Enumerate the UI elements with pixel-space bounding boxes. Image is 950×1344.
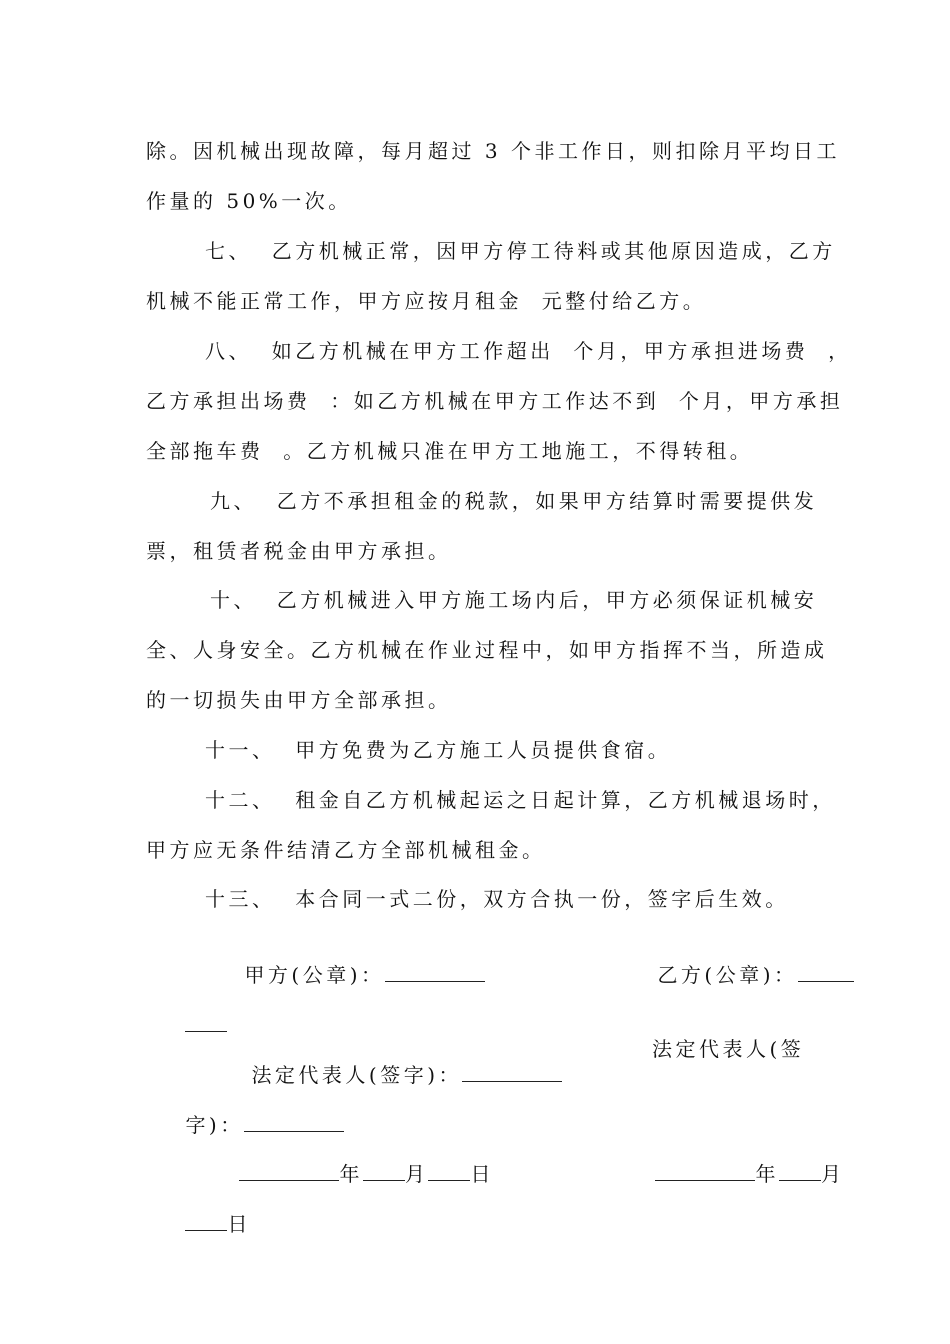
rep-a-blank <box>462 1063 562 1082</box>
rep-b-blank <box>244 1113 344 1132</box>
clause-12-line-1: 十二、 租金自乙方机械起运之日起计算，乙方机械退场时， <box>205 788 836 812</box>
clause-10-line-1: 十、 乙方机械进入甲方施工场内后，甲方必须保证机械安 <box>210 588 818 612</box>
date-a-month-label: 月 <box>404 1162 429 1186</box>
date-b-year-label: 年 <box>755 1162 779 1186</box>
party-a-seal-label: 甲方(公章)： <box>244 963 385 987</box>
clause-10-line-3: 的一切损失由甲方全部承担。 <box>146 688 452 712</box>
clause-9-line-1: 九、 乙方不承担租金的税款，如果甲方结算时需要提供发 <box>210 489 818 513</box>
date-b <box>616 1135 844 1213</box>
rep-b-label-cont: 字)： <box>185 1113 244 1137</box>
date-b-month-blank <box>779 1162 821 1181</box>
date-a-year-label: 年 <box>339 1162 363 1186</box>
party-a-seal-blank <box>385 963 485 982</box>
clause-13-line-1: 十三、 本合同一式二份，双方合执一份，签字后生效。 <box>205 887 789 911</box>
date-b-month-label: 月 <box>820 1162 845 1186</box>
date-a-day-blank <box>428 1162 470 1181</box>
date-b-year-blank <box>655 1162 755 1181</box>
clause-12-line-2: 甲方应无条件结清乙方全部机械租金。 <box>146 838 546 862</box>
rep-b-line-1: 法定代表人(签 <box>652 1037 805 1061</box>
date-b-day-blank <box>185 1212 227 1231</box>
clause-7-line-2: 机械不能正常工作，甲方应按月租金 元整付给乙方。 <box>146 289 707 313</box>
clause-10-line-2: 全、人身安全。乙方机械在作业过程中，如甲方指挥不当，所造成 <box>146 638 828 662</box>
date-b-cont <box>146 1185 251 1263</box>
date-a-day-label: 日 <box>470 1162 494 1186</box>
party-b-seal <box>618 936 854 1014</box>
clause-8-line-3: 全部拖车费 。乙方机械只准在甲方工地施工，不得转租。 <box>146 439 754 463</box>
clause-8-line-2: 乙方承担出场费 ：如乙方机械在甲方工作达不到 个月，甲方承担 <box>146 389 844 413</box>
paragraph-line: 除。因机械出现故障，每月超过 3 个非工作日，则扣除月平均日工 <box>146 139 840 163</box>
party-b-seal-label: 乙方(公章)： <box>657 963 798 987</box>
date-a-month-blank <box>363 1162 405 1181</box>
clause-7-line-1: 七、 乙方机械正常，因甲方停工待料或其他原因造成，乙方 <box>205 239 836 263</box>
paragraph-line: 作量的 50%一次。 <box>146 189 352 213</box>
party-b-seal-blank-wrap <box>185 1013 227 1032</box>
rep-a-label: 法定代表人(签字)： <box>251 1063 463 1087</box>
party-a-seal <box>205 936 485 1014</box>
clause-9-line-2: 票，租赁者税金由甲方承担。 <box>146 539 452 563</box>
clause-11-line-1: 十一、 甲方免费为乙方施工人员提供食宿。 <box>205 738 672 762</box>
date-a-year-blank <box>239 1162 339 1181</box>
clause-8-line-1: 八、 如乙方机械在甲方工作超出 个月，甲方承担进场费 ， <box>205 339 852 363</box>
date-b-day-label: 日 <box>227 1212 251 1236</box>
party-b-seal-blank <box>798 963 854 982</box>
